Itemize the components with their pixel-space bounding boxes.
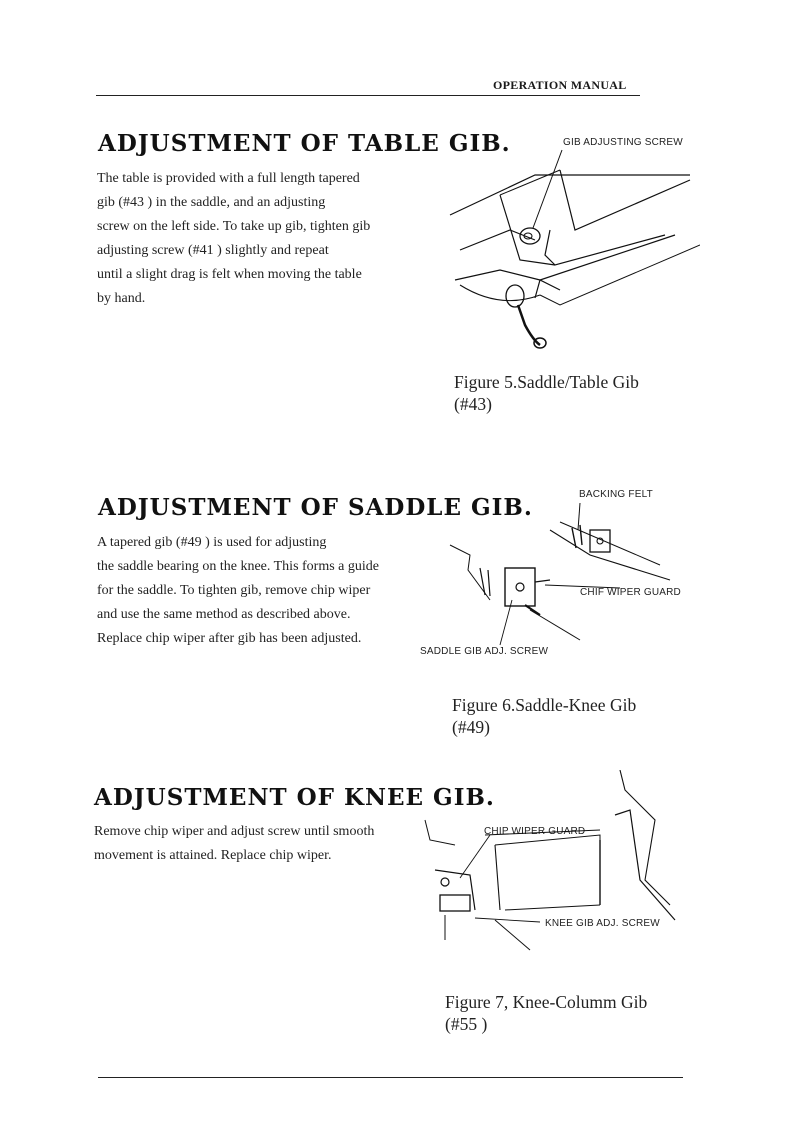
callout-gib-adjusting-screw: GIB ADJUSTING SCREW: [563, 137, 683, 148]
figure-7-caption: [445, 991, 647, 1035]
body-line: The table is provided with a full length tapered: [97, 171, 360, 186]
caption-line: (#43): [454, 394, 492, 414]
body-line: Remove chip wiper and adjust screw until smooth: [94, 824, 375, 839]
figure-6-caption: [452, 694, 636, 738]
body-line: adjusting screw (#41 ) slightly and repeat: [97, 243, 329, 258]
caption-line: (#49): [452, 717, 490, 737]
figure-6-illustration: [440, 500, 680, 650]
section-body-knee-gib: [94, 820, 404, 868]
body-line: Replace chip wiper after gib has been adjusted.: [97, 631, 362, 646]
callout-chip-wiper-guard: CHIP WIPER GUARD: [484, 826, 586, 837]
body-line: gib (#43 ) in the saddle, and an adjusting: [97, 195, 326, 210]
figure-5-illustration: [440, 140, 700, 370]
section-body-table-gib: [97, 167, 407, 311]
header-rule: [96, 95, 640, 96]
caption-line: (#55 ): [445, 1014, 488, 1034]
caption-line: Figure 7, Knee-Columm Gib: [445, 992, 648, 1012]
section-body-saddle-gib: [97, 531, 407, 651]
callout-saddle-gib-adj-screw: SADDLE GIB ADJ. SCREW: [420, 646, 549, 657]
body-line: and use the same method as described above.: [97, 607, 351, 622]
footer-rule: [98, 1077, 683, 1078]
body-line: A tapered gib (#49 ) is used for adjusting: [97, 535, 327, 550]
body-line: the saddle bearing on the knee. This forms a guide: [97, 559, 379, 574]
running-header: OPERATION MANUAL: [493, 78, 627, 92]
callout-backing-felt: BACKING FELT: [579, 489, 653, 500]
figure-5-caption: [454, 371, 639, 415]
section-title-table-gib: ADJUSTMENT OF TABLE GIB.: [98, 130, 511, 157]
body-line: until a slight drag is felt when moving the table: [97, 267, 362, 282]
caption-line: Figure 6.Saddle-Knee Gib: [452, 695, 637, 715]
figure-7-illustration: [415, 770, 685, 970]
caption-line: Figure 5.Saddle/Table Gib: [454, 372, 639, 392]
body-line: by hand.: [97, 291, 146, 306]
body-line: movement is attained. Replace chip wiper.: [94, 848, 332, 863]
body-line: for the saddle. To tighten gib, remove chip wiper: [97, 583, 371, 598]
section-title-knee-gib: ADJUSTMENT OF KNEE GIB.: [94, 784, 495, 811]
callout-knee-gib-adj-screw: KNEE GIB ADJ. SCREW: [545, 918, 660, 929]
section-title-saddle-gib: ADJUSTMENT OF SADDLE GIB.: [98, 494, 533, 521]
callout-chip-wiper-guard: CHIF WIPER GUARD: [580, 587, 681, 598]
body-line: screw on the left side. To take up gib, tighten gib: [97, 219, 371, 234]
